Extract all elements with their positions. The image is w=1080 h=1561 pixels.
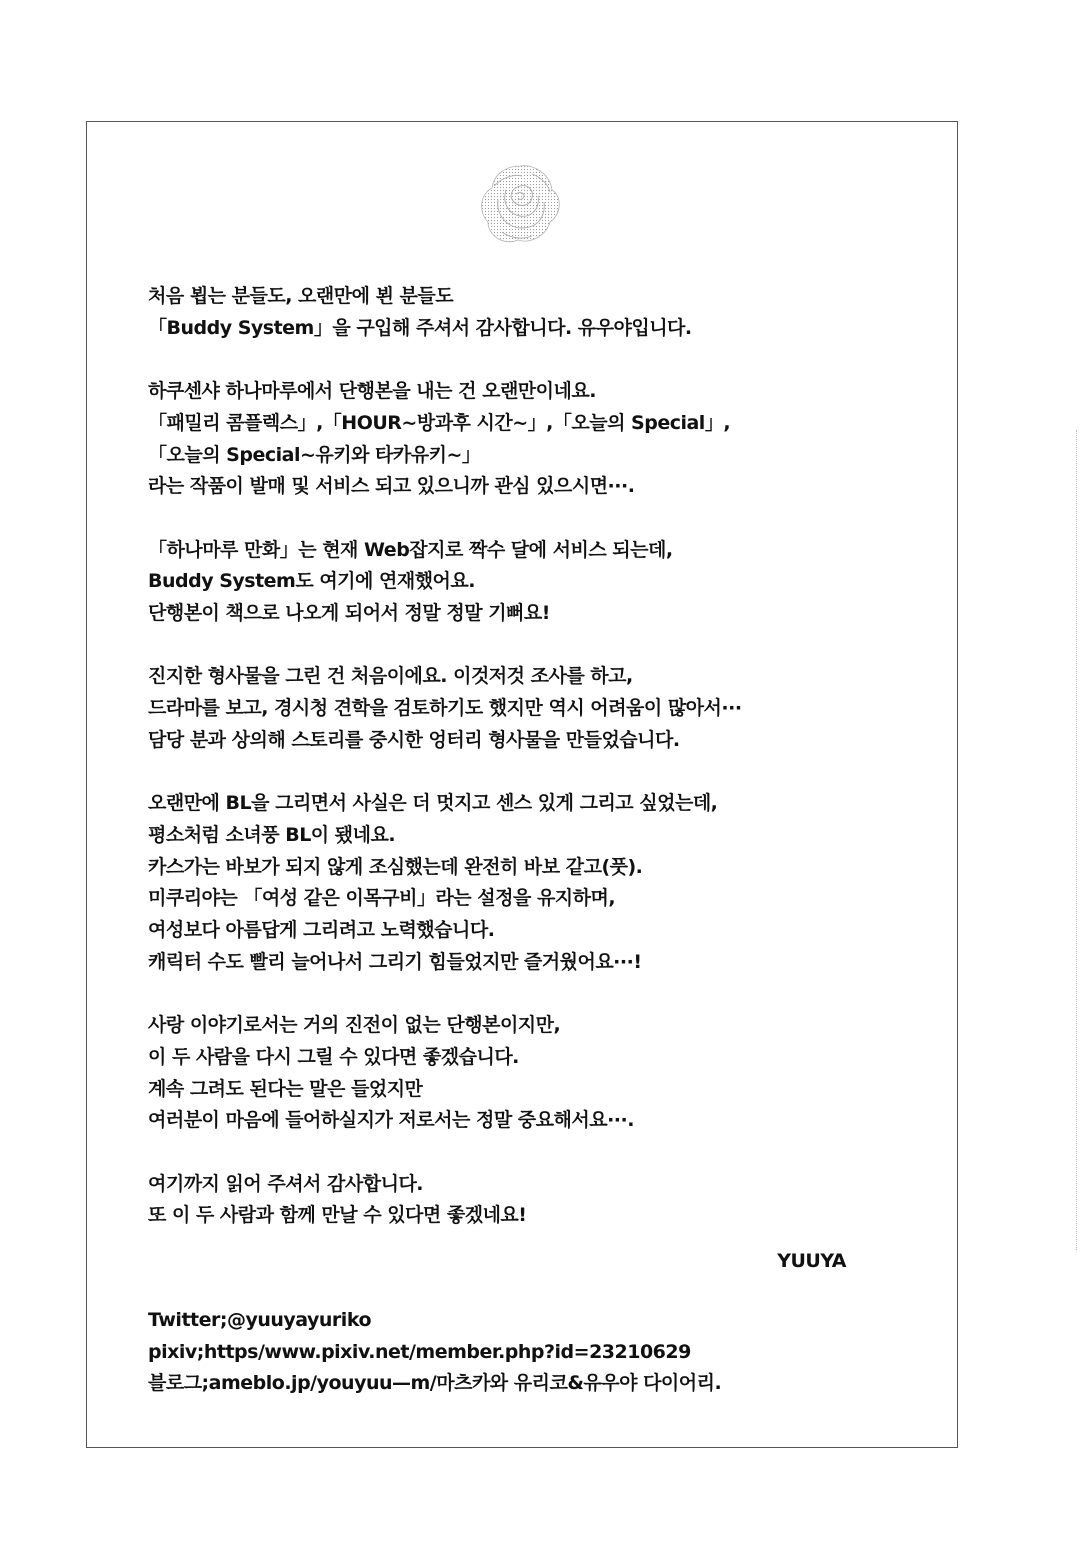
author-signature: YUUYA (777, 1250, 846, 1272)
author-links (148, 1305, 721, 1400)
blog-link: 블로그;ameblo.jp/youyuu—m/마츠카와 유리코&유우야 다이어리. (148, 1372, 722, 1395)
paragraph-characters (148, 788, 908, 978)
text-line: 카스가는 바보가 되지 않게 조심했는데 완전히 바보 같고(풋). (148, 855, 643, 878)
paragraph-thanks (148, 1169, 908, 1232)
text-line: 「오늘의 Special~유키와 타카유키~」 (148, 443, 481, 466)
twitter-link: Twitter;@yuuyayuriko (148, 1309, 371, 1331)
text-line: 「Buddy System」을 구입해 주셔서 감사합니다. 유우야입니다. (148, 316, 692, 339)
paragraph-publisher (148, 376, 908, 503)
text-line: 사랑 이야기로서는 거의 진전이 없는 단행본이지만, (148, 1014, 561, 1037)
rose-icon (472, 156, 568, 252)
text-line: 단행본이 책으로 나오게 되어서 정말 정말 기뻐요! (148, 602, 550, 624)
paragraph-serialization (148, 535, 908, 630)
text-line: 이 두 사람을 다시 그릴 수 있다면 좋겠습니다. (148, 1045, 519, 1068)
text-line: 담당 분과 상의해 스토리를 중시한 엉터리 형사물을 만들었습니다. (148, 728, 680, 751)
text-line: 하쿠센샤 하나마루에서 단행본을 내는 건 오랜만이네요. (148, 380, 596, 403)
text-line: 처음 뵙는 분들도, 오랜만에 뵌 분들도 (148, 285, 454, 307)
text-line: 미쿠리야는 「여성 같은 이목구비」라는 설정을 유지하며, (148, 887, 616, 910)
afterword-body (148, 281, 908, 1264)
text-line: 또 이 두 사람과 함께 만날 수 있다면 좋겠네요! (148, 1204, 527, 1227)
text-line: 캐릭터 수도 빨리 늘어나서 그리기 힘들었지만 즐거웠어요···! (148, 950, 642, 973)
text-line: 진지한 형사물을 그린 건 처음이에요. 이것저것 조사를 하고, (148, 665, 633, 688)
paragraph-research (148, 661, 908, 756)
paragraph-future (148, 1010, 908, 1137)
text-line: 라는 작품이 발매 및 서비스 되고 있으니까 관심 있으시면···. (148, 475, 635, 498)
text-line: 여기까지 읽어 주셔서 감사합니다. (148, 1172, 424, 1195)
text-line: 오랜만에 BL을 그리면서 사실은 더 멋지고 센스 있게 그리고 싶었는데, (148, 792, 718, 815)
text-line: 「하나마루 만화」는 현재 Web잡지로 짝수 달에 서비스 되는데, (148, 538, 673, 561)
text-line: Buddy System도 여기에 연재했어요. (148, 570, 475, 593)
pixiv-link: pixiv;https/www.pixiv.net/member.php?id=23210629 (148, 1340, 691, 1363)
text-line: 평소처럼 소녀풍 BL이 됐네요. (148, 823, 396, 846)
text-line: 드라마를 보고, 경시청 견학을 검토하기도 했지만 역시 어려움이 많아서··· (148, 697, 742, 720)
text-line: 「패밀리 콤플렉스」,「HOUR~방과후 시간~」,「오늘의 Special」, (148, 411, 731, 434)
paragraph-greeting (148, 281, 908, 344)
text-line: 여성보다 아름답게 그리려고 노력했습니다. (148, 919, 495, 941)
text-line: 여러분이 마음에 들어하실지가 저로서는 정말 중요해서요···. (148, 1109, 634, 1132)
scan-edge-mark (1076, 430, 1080, 1250)
text-line: 계속 그려도 된다는 말은 들었지만 (148, 1077, 423, 1100)
